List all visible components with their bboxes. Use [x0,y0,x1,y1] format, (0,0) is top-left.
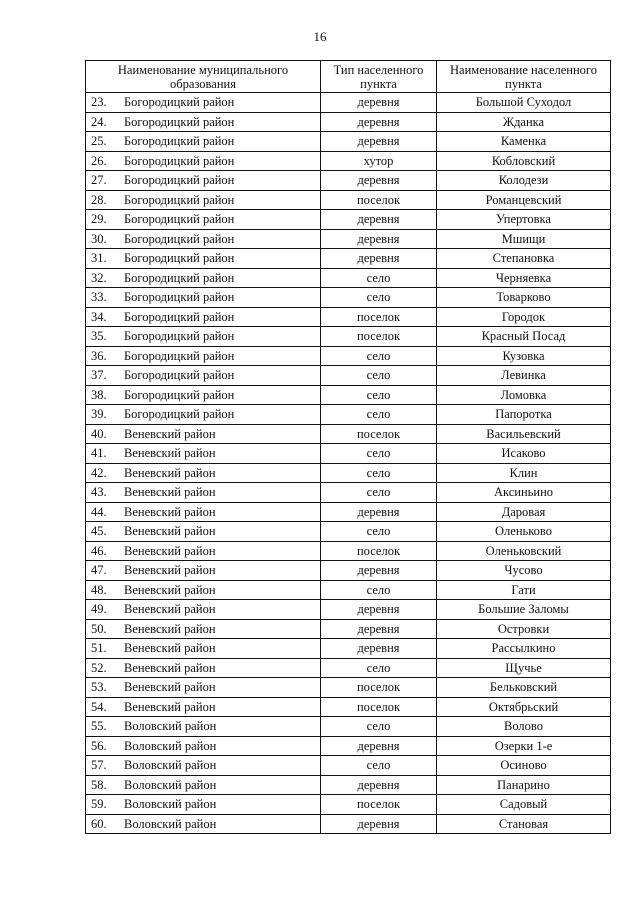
settlement-type-cell: село [321,463,437,483]
settlement-type-cell: село [321,580,437,600]
municipality-name: Веневский район [124,699,216,714]
row-number: 32. [91,270,107,285]
row-number: 41. [91,446,107,461]
row-number: 51. [91,641,107,656]
settlement-type-cell: поселок [321,307,437,327]
municipality-name: Богородицкий район [124,212,235,227]
settlement-name-cell: Гати [437,580,611,600]
settlement-type-cell: деревня [321,249,437,269]
settlement-name-cell: Щучье [437,658,611,678]
settlement-name-cell: Панарино [437,775,611,795]
row-number: 47. [91,563,107,578]
municipality-cell [86,405,321,425]
municipality-cell [86,112,321,132]
table-row [86,502,611,522]
table-row [86,327,611,347]
municipality-cell [86,717,321,737]
municipality-name: Богородицкий район [124,348,235,363]
row-number: 24. [91,114,107,129]
settlement-name-cell: Городок [437,307,611,327]
page-number: 16 [313,29,327,44]
settlement-name-cell: Красный Посад [437,327,611,347]
municipality-cell [86,541,321,561]
table-row [86,171,611,191]
municipality-cell [86,249,321,269]
municipality-name: Богородицкий район [124,114,235,129]
row-number: 33. [91,290,107,305]
settlement-name-cell: Васильевский [437,424,611,444]
municipality-name: Веневский район [124,680,216,695]
table-row [86,541,611,561]
table-row [86,424,611,444]
table-row [86,405,611,425]
municipality-cell [86,307,321,327]
settlement-type-cell: село [321,405,437,425]
settlement-type-cell: деревня [321,132,437,152]
header-municipality: Наименование муниципального образования [86,61,321,93]
settlement-name-cell: Каменка [437,132,611,152]
settlement-type-cell: деревня [321,814,437,834]
row-number: 46. [91,543,107,558]
municipality-cell [86,327,321,347]
settlement-name-cell: Большой Суходол [437,93,611,113]
municipality-cell [86,639,321,659]
settlement-type-cell: деревня [321,229,437,249]
settlement-type-cell: село [321,385,437,405]
municipality-name: Веневский район [124,582,216,597]
municipality-cell [86,619,321,639]
settlements-table [85,60,611,834]
table-row [86,366,611,386]
table-row [86,580,611,600]
settlement-name-cell: Черняевка [437,268,611,288]
municipality-cell [86,385,321,405]
municipality-name: Веневский район [124,621,216,636]
municipality-cell [86,658,321,678]
municipality-name: Богородицкий район [124,251,235,266]
table-row [86,229,611,249]
table-row [86,756,611,776]
settlement-type-cell: деревня [321,171,437,191]
row-number: 44. [91,504,107,519]
municipality-cell [86,288,321,308]
row-number: 26. [91,153,107,168]
settlement-type-cell: поселок [321,541,437,561]
municipality-cell [86,93,321,113]
municipality-name: Воловский район [124,719,217,734]
table-row [86,268,611,288]
row-number: 27. [91,173,107,188]
table-row [86,190,611,210]
row-number: 53. [91,680,107,695]
municipality-name: Веневский район [124,660,216,675]
table-row [86,678,611,698]
row-number: 25. [91,134,107,149]
header-settlement-name: Наименование населенного пункта [437,61,611,93]
table-row [86,814,611,834]
settlement-type-cell: поселок [321,697,437,717]
table-row [86,210,611,230]
row-number: 49. [91,602,107,617]
table-row [86,717,611,737]
settlement-name-cell: Левинка [437,366,611,386]
table-row [86,151,611,171]
row-number: 30. [91,231,107,246]
municipality-cell [86,678,321,698]
settlement-type-cell: деревня [321,775,437,795]
table-body [86,93,611,834]
settlement-type-cell: село [321,366,437,386]
municipality-cell [86,229,321,249]
municipality-cell [86,366,321,386]
row-number: 48. [91,582,107,597]
settlement-type-cell: село [321,522,437,542]
settlement-type-cell: село [321,756,437,776]
municipality-cell [86,132,321,152]
municipality-name: Богородицкий район [124,329,235,344]
settlement-name-cell: Оленьково [437,522,611,542]
municipality-name: Веневский район [124,426,216,441]
municipality-cell [86,502,321,522]
municipality-cell [86,736,321,756]
municipality-cell [86,210,321,230]
settlement-name-cell: Аксиньино [437,483,611,503]
municipality-cell [86,171,321,191]
municipality-name: Богородицкий район [124,173,235,188]
settlement-name-cell: Колодези [437,171,611,191]
settlement-name-cell: Даровая [437,502,611,522]
table-row [86,249,611,269]
row-number: 54. [91,699,107,714]
settlement-name-cell: Кузовка [437,346,611,366]
row-number: 40. [91,426,107,441]
settlement-type-cell: село [321,483,437,503]
table-row [86,132,611,152]
table-row [86,307,611,327]
municipality-name: Богородицкий район [124,192,235,207]
settlement-type-cell: село [321,717,437,737]
settlement-name-cell: Исаково [437,444,611,464]
settlement-name-cell: Степановка [437,249,611,269]
table-row [86,658,611,678]
row-number: 58. [91,777,107,792]
row-number: 36. [91,348,107,363]
municipality-cell [86,814,321,834]
municipality-cell [86,775,321,795]
settlement-name-cell: Чусово [437,561,611,581]
municipality-name: Воловский район [124,738,217,753]
row-number: 37. [91,368,107,383]
settlement-type-cell: деревня [321,736,437,756]
settlement-type-cell: поселок [321,327,437,347]
table-row [86,463,611,483]
table-row [86,444,611,464]
settlement-type-cell: деревня [321,93,437,113]
municipality-name: Богородицкий район [124,134,235,149]
row-number: 45. [91,524,107,539]
municipality-name: Воловский район [124,758,217,773]
municipality-cell [86,346,321,366]
settlement-name-cell: Товарково [437,288,611,308]
settlement-name-cell: Клин [437,463,611,483]
municipality-name: Богородицкий район [124,231,235,246]
table-row [86,112,611,132]
municipality-cell [86,463,321,483]
settlement-type-cell: деревня [321,210,437,230]
table-row [86,385,611,405]
settlement-type-cell: деревня [321,600,437,620]
settlement-type-cell: село [321,288,437,308]
settlement-name-cell: Становая [437,814,611,834]
municipality-cell [86,580,321,600]
row-number: 55. [91,719,107,734]
settlement-type-cell: деревня [321,112,437,132]
row-number: 56. [91,738,107,753]
municipality-name: Веневский район [124,543,216,558]
municipality-cell [86,600,321,620]
settlement-type-cell: поселок [321,424,437,444]
settlement-name-cell: Оленьковский [437,541,611,561]
row-number: 29. [91,212,107,227]
table-row [86,795,611,815]
municipality-name: Веневский район [124,641,216,656]
settlement-name-cell: Романцевский [437,190,611,210]
settlement-name-cell: Островки [437,619,611,639]
settlement-type-cell: поселок [321,190,437,210]
table-row [86,522,611,542]
table-row [86,93,611,113]
settlement-name-cell: Ломовка [437,385,611,405]
municipality-cell [86,697,321,717]
table-row [86,600,611,620]
header-settlement-type: Тип населенного пункта [321,61,437,93]
row-number: 50. [91,621,107,636]
settlement-name-cell: Жданка [437,112,611,132]
municipality-cell [86,444,321,464]
settlement-name-cell: Папоротка [437,405,611,425]
municipality-name: Воловский район [124,797,217,812]
municipality-name: Богородицкий район [124,309,235,324]
settlement-type-cell: поселок [321,795,437,815]
municipality-name: Воловский район [124,777,217,792]
municipality-name: Веневский район [124,446,216,461]
table-row [86,775,611,795]
row-number: 39. [91,407,107,422]
municipality-name: Веневский район [124,485,216,500]
settlement-name-cell: Большие Заломы [437,600,611,620]
municipality-name: Воловский район [124,816,217,831]
municipality-name: Богородицкий район [124,290,235,305]
municipality-name: Веневский район [124,602,216,617]
settlement-type-cell: поселок [321,678,437,698]
settlement-type-cell: деревня [321,561,437,581]
settlement-name-cell: Осиново [437,756,611,776]
settlement-name-cell: Мшищи [437,229,611,249]
settlement-type-cell: деревня [321,502,437,522]
municipality-cell [86,268,321,288]
municipality-cell [86,522,321,542]
municipality-name: Богородицкий район [124,387,235,402]
row-number: 43. [91,485,107,500]
municipality-name: Богородицкий район [124,95,235,110]
municipality-name: Веневский район [124,524,216,539]
table-row [86,483,611,503]
municipality-cell [86,756,321,776]
municipality-cell [86,151,321,171]
municipality-cell [86,424,321,444]
settlement-name-cell: Рассылкино [437,639,611,659]
settlement-name-cell: Озерки 1-е [437,736,611,756]
table-row [86,619,611,639]
municipality-name: Богородицкий район [124,270,235,285]
settlement-type-cell: деревня [321,639,437,659]
row-number: 38. [91,387,107,402]
settlement-name-cell: Кобловский [437,151,611,171]
settlement-name-cell: Садовый [437,795,611,815]
table-header-row [86,61,611,93]
settlement-type-cell: село [321,346,437,366]
row-number: 31. [91,251,107,266]
settlement-name-cell: Волово [437,717,611,737]
municipality-name: Веневский район [124,563,216,578]
row-number: 23. [91,95,107,110]
settlement-type-cell: село [321,268,437,288]
municipality-name: Веневский район [124,504,216,519]
municipality-cell [86,561,321,581]
row-number: 59. [91,797,107,812]
municipality-cell [86,190,321,210]
settlement-name-cell: Октябрьский [437,697,611,717]
settlement-name-cell: Бельковский [437,678,611,698]
row-number: 28. [91,192,107,207]
row-number: 35. [91,329,107,344]
municipality-name: Богородицкий район [124,368,235,383]
municipality-name: Богородицкий район [124,153,235,168]
table-row [86,288,611,308]
municipality-cell [86,483,321,503]
table-row [86,697,611,717]
table-row [86,639,611,659]
municipality-name: Богородицкий район [124,407,235,422]
row-number: 34. [91,309,107,324]
settlement-type-cell: деревня [321,619,437,639]
settlement-type-cell: село [321,658,437,678]
table-row [86,561,611,581]
table-row [86,346,611,366]
table-row [86,736,611,756]
row-number: 42. [91,465,107,480]
row-number: 60. [91,816,107,831]
row-number: 57. [91,758,107,773]
row-number: 52. [91,660,107,675]
municipality-cell [86,795,321,815]
settlement-name-cell: Упертовка [437,210,611,230]
municipality-name: Веневский район [124,465,216,480]
settlement-type-cell: село [321,444,437,464]
settlement-type-cell: хутор [321,151,437,171]
